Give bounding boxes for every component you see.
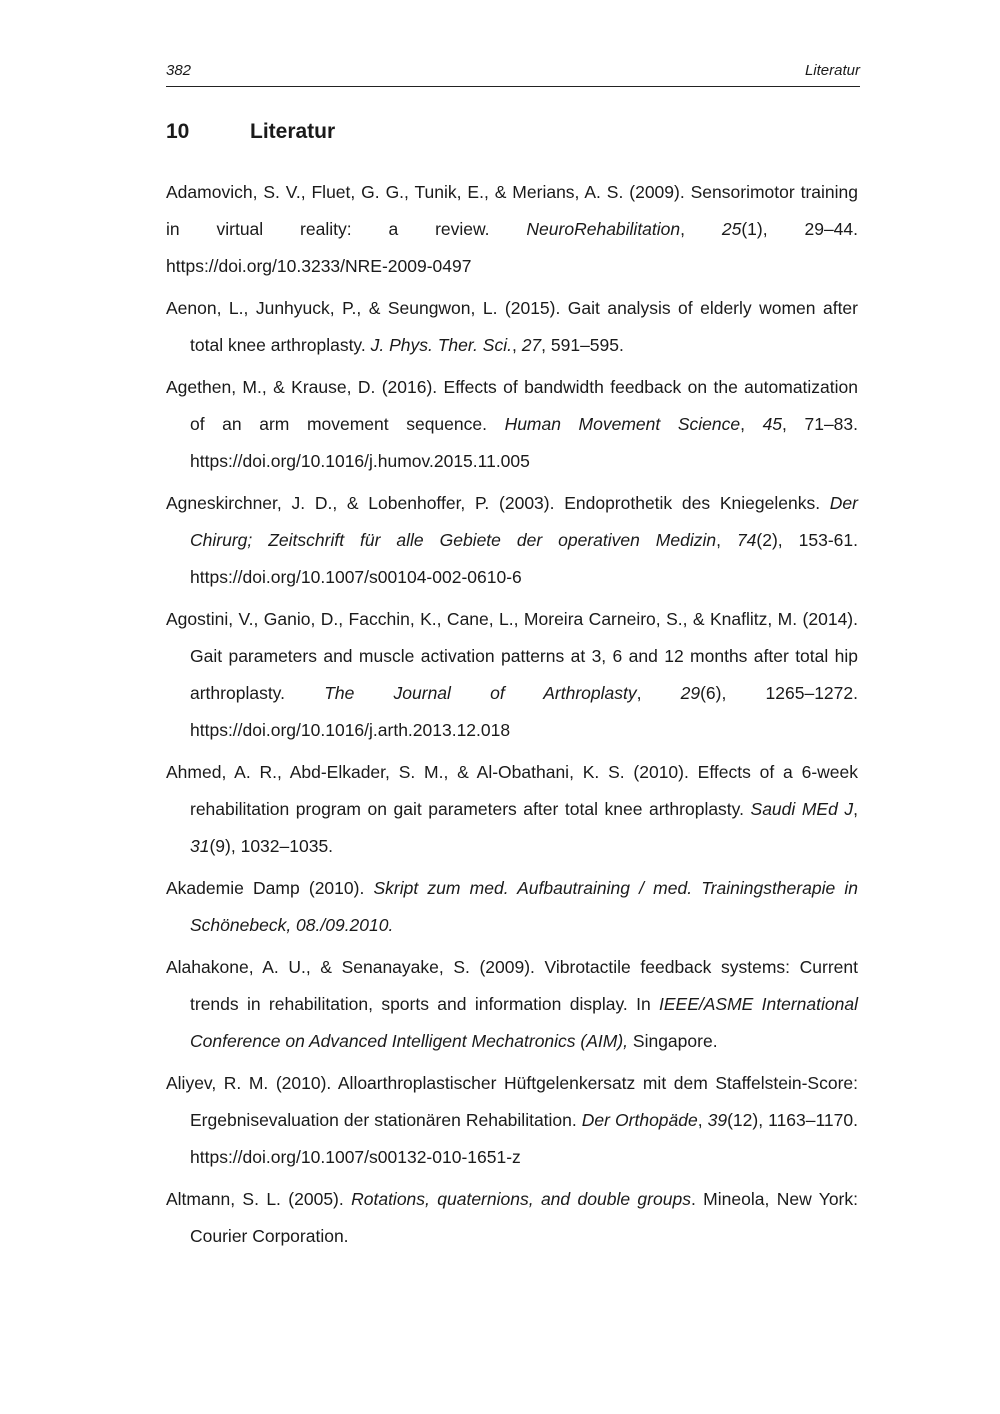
reference-item: Agneskirchner, J. D., & Lobenhoffer, P. (2003). Endoprothetik des Kniegelenks. Der Chirurg; Zeitschrift für alle Gebiete der operativen Medizin, 74(2), 153-61. https://doi.org/10.1007/s00104-002-0610-6 xyxy=(166,493,858,587)
reference-item: Altmann, S. L. (2005). Rotations, quaternions, and double groups. Mineola, New York: Courier Corporation. xyxy=(166,1189,858,1246)
running-title: Literatur xyxy=(804,62,860,79)
reference-item: Aenon, L., Junhyuck, P., & Seungwon, L. (2015). Gait analysis of elderly women after total knee arthroplasty. J. Phys. Ther. Sci., 27, 591–595. xyxy=(166,298,858,355)
reference-item: Agethen, M., & Krause, D. (2016). Effects of bandwidth feedback on the automatization of an arm movement sequence. Human Movement Science, 45, 71–83. https://doi.org/10.1016/j.humov.2015.11.005 xyxy=(166,377,858,471)
running-header xyxy=(166,58,860,87)
chapter-heading xyxy=(166,120,335,144)
reference-item: Agostini, V., Ganio, D., Facchin, K., Cane, L., Moreira Carneiro, S., & Knaflitz, M. (2014). Gait parameters and muscle activation patterns at 3, 6 and 12 months after total hip arthroplasty. The Journal of Arthroplasty, 29(6), 1265–1272. https://doi.org/10.1016/j.arth.2013.12.018 xyxy=(166,609,858,740)
reference-item: Adamovich, S. V., Fluet, G. G., Tunik, E., & Merians, A. S. (2009). Sensorimotor training in virtual reality: a review. NeuroRehabilitation, 25(1), 29–44. https://doi.org/10.3233/NRE-2009-0497 xyxy=(166,182,859,276)
reference-item: Aliyev, R. M. (2010). Alloarthroplastischer Hüftgelenkersatz mit dem Staffelstein-Score: Ergebnisevaluation der stationären Rehabilitation. Der Orthopäde, 39(12), 1163–1170. https://doi.org/10.1007/s00132-010-1651-z xyxy=(166,1073,858,1167)
reference-item: Ahmed, A. R., Abd-Elkader, S. M., & Al-Obathani, K. S. (2010). Effects of a 6-week rehabilitation program on gait parameters after total knee arthroplasty. Saudi MEd J, 31(9), 1032–1035. xyxy=(166,762,858,856)
chapter-number: 10 xyxy=(166,120,190,143)
chapter-title: Literatur xyxy=(250,120,336,143)
reference-list xyxy=(166,174,858,1260)
reference-item: Alahakone, A. U., & Senanayake, S. (2009). Vibrotactile feedback systems: Current trends in rehabilitation, sports and information display. In IEEE/ASME International Conference on Advanced Intelligent Mechatronics (AIM), Singapore. xyxy=(166,957,858,1051)
page-number: 382 xyxy=(166,62,192,79)
reference-item: Akademie Damp (2010). Skript zum med. Aufbautraining / med. Trainingstherapie in Schönebeck, 08./09.2010. xyxy=(166,878,858,935)
